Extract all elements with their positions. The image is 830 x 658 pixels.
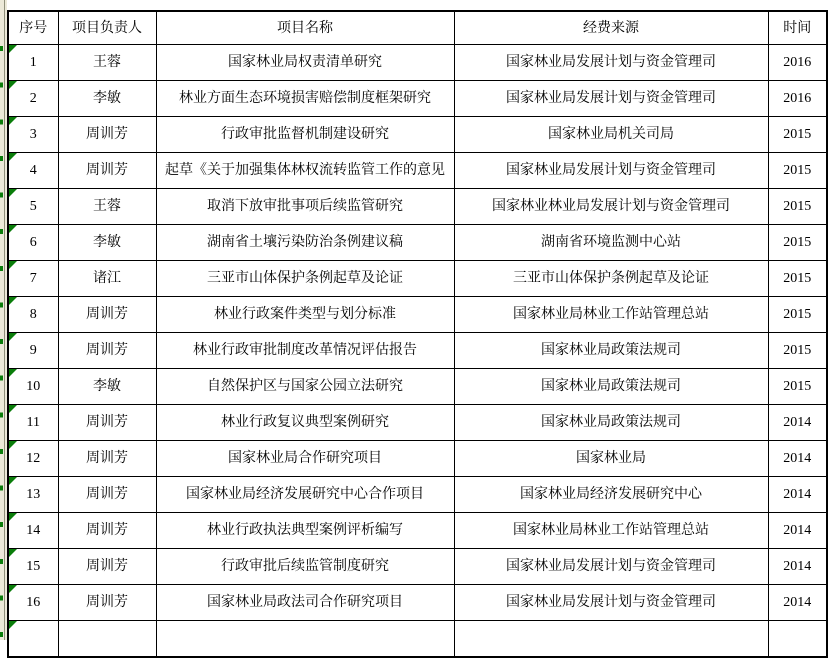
error-indicator-icon — [9, 621, 17, 629]
cell-funding[interactable]: 国家林业局发展计划与资金管理司 — [454, 153, 768, 189]
serial-text: 10 — [26, 379, 41, 394]
sheet-left-margin-strip — [0, 0, 7, 640]
cell-leader[interactable]: 周训芳 — [58, 405, 156, 441]
cell-serial[interactable] — [8, 117, 58, 153]
cell-serial[interactable] — [8, 81, 58, 117]
error-indicator-icon — [9, 549, 17, 557]
serial-text: 15 — [26, 559, 41, 574]
cell-year[interactable]: 2014 — [768, 513, 827, 549]
cell-funding[interactable]: 国家林业局林业工作站管理总站 — [454, 513, 768, 549]
error-indicator-icon — [9, 585, 17, 593]
header-cell-funding[interactable]: 经费来源 — [454, 11, 768, 45]
cell-funding[interactable]: 国家林业局发展计划与资金管理司 — [454, 549, 768, 585]
cell-project-name[interactable]: 三亚市山体保护条例起草及论证 — [156, 261, 454, 297]
cell-serial[interactable] — [8, 225, 58, 261]
table-row — [8, 513, 827, 549]
table-row — [8, 585, 827, 621]
serial-text: 16 — [26, 595, 41, 610]
cell-leader[interactable]: 周训芳 — [58, 441, 156, 477]
cell-serial[interactable] — [8, 549, 58, 585]
table-row — [8, 261, 827, 297]
error-indicator-icon — [9, 477, 17, 485]
error-indicator-icon — [9, 117, 17, 125]
cell-funding[interactable]: 国家林业局经济发展研究中心 — [454, 477, 768, 513]
cell-leader[interactable]: 周训芳 — [58, 477, 156, 513]
serial-text: 13 — [26, 487, 41, 502]
cell-project-name[interactable]: 行政审批监督机制建设研究 — [156, 117, 454, 153]
cell-serial[interactable] — [8, 441, 58, 477]
cell-year[interactable]: 2014 — [768, 441, 827, 477]
table-row — [8, 369, 827, 405]
serial-text: 7 — [29, 271, 37, 286]
cell-leader[interactable]: 周训芳 — [58, 153, 156, 189]
cell-year[interactable]: 2015 — [768, 117, 827, 153]
serial-text: 1 — [29, 55, 37, 70]
cell-year[interactable]: 2015 — [768, 225, 827, 261]
table-row — [8, 45, 827, 81]
cell-funding[interactable]: 国家林业局政策法规司 — [454, 369, 768, 405]
cell-serial[interactable] — [8, 513, 58, 549]
error-indicator-icon — [9, 153, 17, 161]
cell-leader[interactable]: 周训芳 — [58, 117, 156, 153]
serial-text: 12 — [26, 451, 41, 466]
serial-text: 9 — [29, 343, 37, 358]
cell-project-name[interactable]: 林业方面生态环境损害赔偿制度框架研究 — [156, 81, 454, 117]
cell-serial[interactable] — [8, 45, 58, 81]
cell-project-name[interactable]: 林业行政执法典型案例评析编写 — [156, 513, 454, 549]
cell-serial[interactable] — [8, 585, 58, 621]
cell-year[interactable] — [768, 621, 827, 658]
cell-leader[interactable]: 周训芳 — [58, 549, 156, 585]
cell-serial[interactable] — [8, 297, 58, 333]
header-cell-serial[interactable]: 序号 — [8, 11, 58, 45]
table-row — [8, 477, 827, 513]
error-indicator-icon — [9, 369, 17, 377]
table-row — [8, 225, 827, 261]
cell-project-name[interactable]: 起草《关于加强集体林权流转监管工作的意见 — [156, 153, 454, 189]
table-row — [8, 117, 827, 153]
cell-leader[interactable]: 周训芳 — [58, 513, 156, 549]
cell-project-name[interactable]: 国家林业局权责清单研究 — [156, 45, 454, 81]
cell-funding[interactable]: 国家林业局政策法规司 — [454, 333, 768, 369]
cell-leader[interactable]: 周训芳 — [58, 585, 156, 621]
cell-project-name[interactable]: 湖南省土壤污染防治条例建议稿 — [156, 225, 454, 261]
serial-text: 5 — [29, 199, 37, 214]
header-cell-leader[interactable]: 项目负责人 — [58, 11, 156, 45]
error-indicator-icon — [9, 405, 17, 413]
cell-year[interactable]: 2015 — [768, 369, 827, 405]
table-row — [8, 81, 827, 117]
cell-project-name[interactable]: 林业行政复议典型案例研究 — [156, 405, 454, 441]
table-row-partial — [8, 621, 827, 658]
cell-leader[interactable] — [58, 621, 156, 658]
cell-project-name[interactable]: 行政审批后续监管制度研究 — [156, 549, 454, 585]
cell-year[interactable]: 2015 — [768, 189, 827, 225]
serial-text: 14 — [26, 523, 41, 538]
cell-funding[interactable]: 国家林业局 — [454, 441, 768, 477]
cell-leader[interactable]: 李敏 — [58, 369, 156, 405]
error-indicator-icon — [9, 333, 17, 341]
cell-serial[interactable] — [8, 621, 58, 658]
cell-serial[interactable] — [8, 153, 58, 189]
cell-year[interactable]: 2015 — [768, 261, 827, 297]
table-row — [8, 333, 827, 369]
cell-funding[interactable]: 国家林业局发展计划与资金管理司 — [454, 81, 768, 117]
cell-serial[interactable] — [8, 333, 58, 369]
table-row — [8, 441, 827, 477]
cell-funding[interactable] — [454, 621, 768, 658]
cell-leader[interactable]: 周训芳 — [58, 297, 156, 333]
serial-text: 8 — [29, 307, 37, 322]
cell-project-name[interactable]: 国家林业局经济发展研究中心合作项目 — [156, 477, 454, 513]
cell-serial[interactable] — [8, 477, 58, 513]
cell-project-name[interactable]: 林业行政案件类型与划分标准 — [156, 297, 454, 333]
cell-year[interactable]: 2016 — [768, 81, 827, 117]
cell-year[interactable]: 2014 — [768, 549, 827, 585]
cell-year[interactable]: 2014 — [768, 405, 827, 441]
cell-leader[interactable]: 李敏 — [58, 81, 156, 117]
cell-year[interactable]: 2015 — [768, 333, 827, 369]
cell-leader[interactable]: 周训芳 — [58, 333, 156, 369]
serial-text: 6 — [29, 235, 37, 250]
cell-leader[interactable]: 王蓉 — [58, 189, 156, 225]
cell-project-name[interactable] — [156, 621, 454, 658]
serial-text: 11 — [26, 415, 40, 430]
serial-text: 2 — [29, 91, 37, 106]
cell-year[interactable]: 2014 — [768, 585, 827, 621]
cell-year[interactable]: 2014 — [768, 477, 827, 513]
error-indicator-icon — [9, 225, 17, 233]
cell-leader[interactable]: 李敏 — [58, 225, 156, 261]
cell-project-name[interactable]: 国家林业局政法司合作研究项目 — [156, 585, 454, 621]
cell-funding[interactable]: 湖南省环境监测中心站 — [454, 225, 768, 261]
cell-funding[interactable]: 国家林业局机关司局 — [454, 117, 768, 153]
error-indicator-icon — [9, 81, 17, 89]
error-indicator-icon — [9, 45, 17, 53]
table-row — [8, 189, 827, 225]
cell-year[interactable]: 2015 — [768, 297, 827, 333]
cell-leader[interactable]: 王蓉 — [58, 45, 156, 81]
cell-project-name[interactable]: 林业行政审批制度改革情况评估报告 — [156, 333, 454, 369]
error-indicator-icon — [9, 189, 17, 197]
table-row — [8, 297, 827, 333]
table-row — [8, 405, 827, 441]
cell-serial[interactable] — [8, 369, 58, 405]
cell-serial[interactable] — [8, 189, 58, 225]
cell-funding[interactable]: 国家林业林业局发展计划与资金管理司 — [454, 189, 768, 225]
cell-project-name[interactable]: 取消下放审批事项后续监管研究 — [156, 189, 454, 225]
table-row — [8, 153, 827, 189]
error-indicator-icon — [9, 513, 17, 521]
cell-funding[interactable]: 国家林业局政策法规司 — [454, 405, 768, 441]
cell-funding[interactable]: 国家林业局林业工作站管理总站 — [454, 297, 768, 333]
header-cell-year[interactable]: 时间 — [768, 11, 827, 45]
error-indicator-icon — [9, 261, 17, 269]
error-indicator-icon — [9, 297, 17, 305]
cell-project-name[interactable]: 国家林业局合作研究项目 — [156, 441, 454, 477]
cell-funding[interactable]: 国家林业局发展计划与资金管理司 — [454, 585, 768, 621]
cell-funding[interactable]: 三亚市山体保护条例起草及论证 — [454, 261, 768, 297]
serial-text: 3 — [29, 127, 37, 142]
cell-funding[interactable]: 国家林业局发展计划与资金管理司 — [454, 45, 768, 81]
cell-leader[interactable]: 诸江 — [58, 261, 156, 297]
table-row — [8, 549, 827, 585]
table-header-row — [8, 11, 827, 45]
header-cell-project-name[interactable]: 项目名称 — [156, 11, 454, 45]
cell-project-name[interactable]: 自然保护区与国家公园立法研究 — [156, 369, 454, 405]
serial-text: 4 — [29, 163, 37, 178]
cell-year[interactable]: 2015 — [768, 153, 827, 189]
research-projects-table — [7, 10, 828, 658]
cell-serial[interactable] — [8, 405, 58, 441]
cell-year[interactable]: 2016 — [768, 45, 827, 81]
error-indicator-icon — [9, 441, 17, 449]
cell-serial[interactable] — [8, 261, 58, 297]
